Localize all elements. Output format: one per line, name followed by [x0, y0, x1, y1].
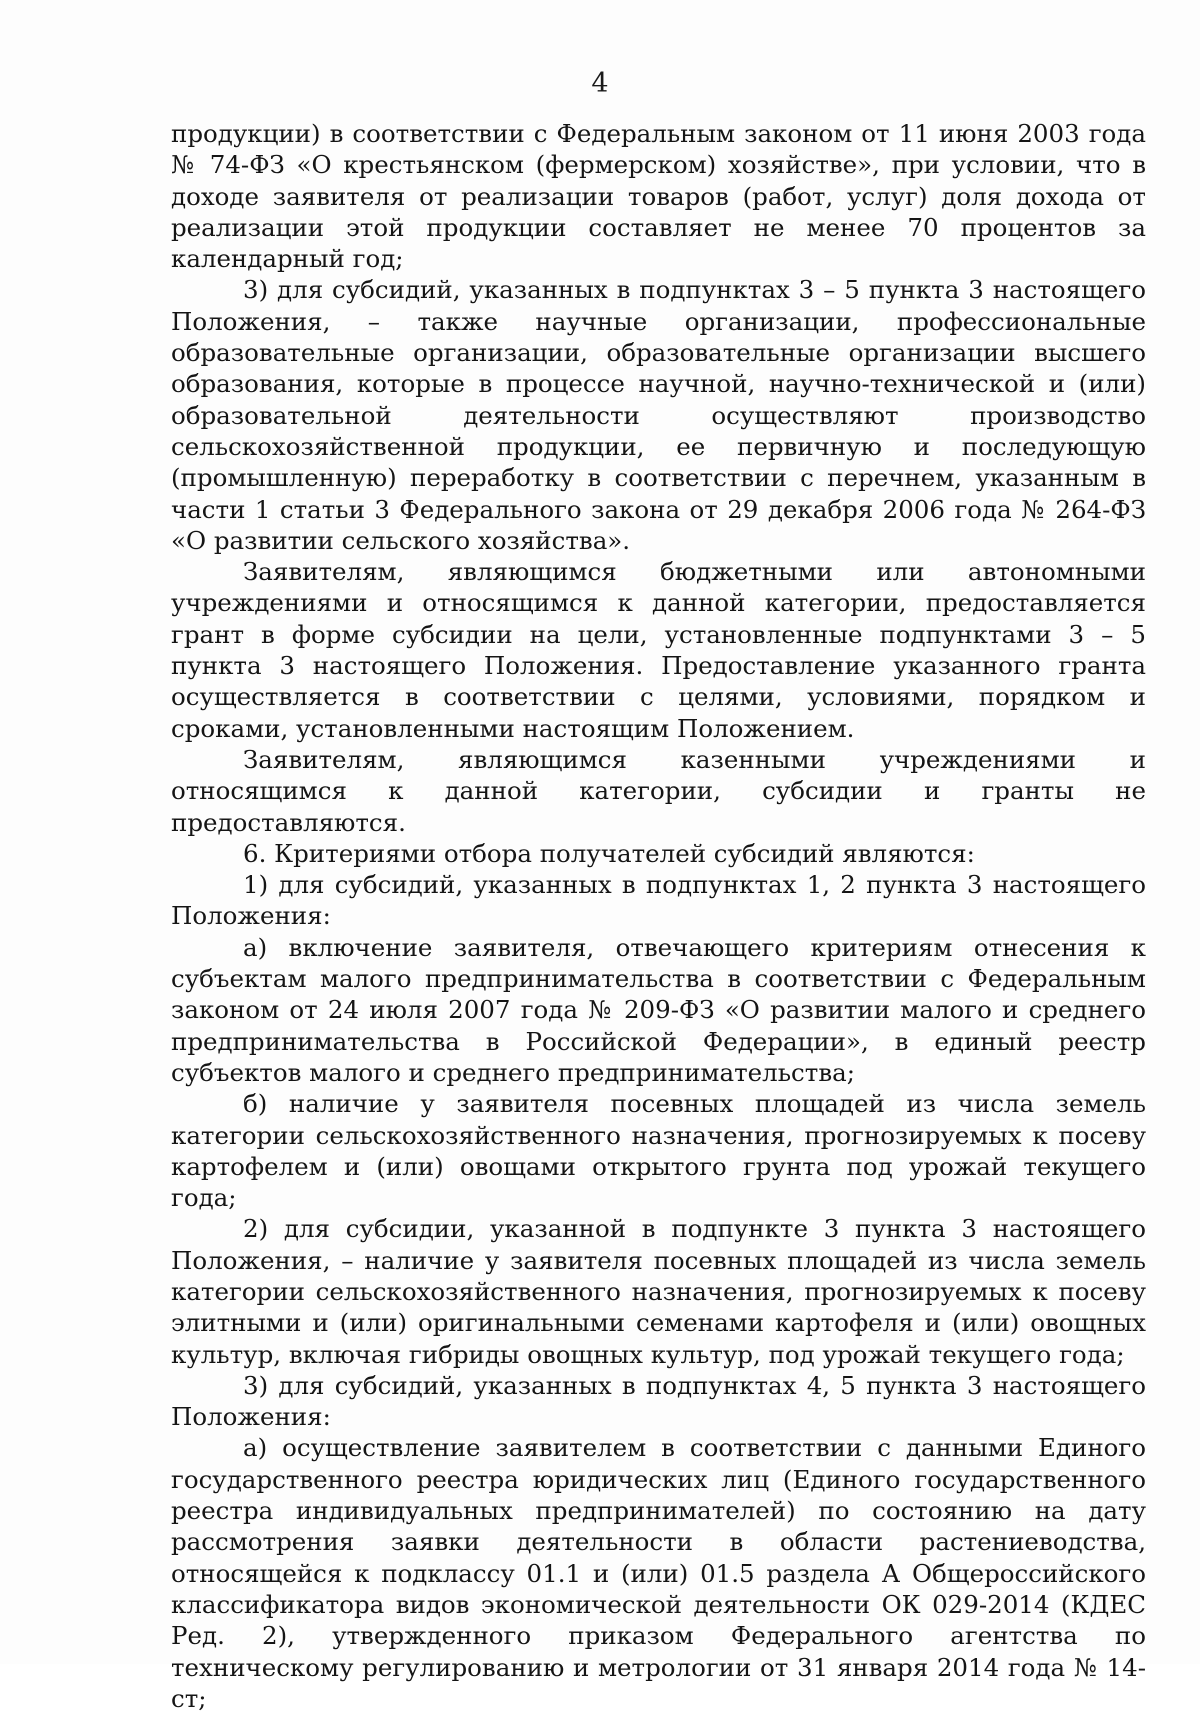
paragraph-continuation: продукции) в соответствии с Федеральным законом от 11 июня 2003 года № 74-ФЗ «О крестьянском (фермерском) хозяйстве», при условии, что в доходе заявителя от реализации товаров (работ, услуг) доля дохода от реализации этой продукции составляет не менее 70 процентов за календарный год;: [171, 119, 1146, 274]
paragraph-criteria-2: 2) для субсидии, указанной в подпункте 3 пункта 3 настоящего Положения, – наличие у заявителя посевных площадей из числа земель категории сельскохозяйственного назначения, прогнозируемых к посеву элитными и (или) оригинальными семенами картофеля и (или) овощных культур, включая гибриды овощных культур, под урожай текущего года;: [171, 1214, 1146, 1369]
paragraph-criteria-1: 1) для субсидий, указанных в подпунктах 1, 2 пункта 3 настоящего Положения:: [171, 870, 1146, 931]
document-body: [171, 118, 1146, 1714]
paragraph-criteria-3a: а) осуществление заявителем в соответствии с данными Единого государственного реестра юридических лиц (Единого государственного реестра индивидуальных предпринимателей) по состоянию на дату рассмотрения заявки деятельности в области растениеводства, относящейся к подклассу 01.1 и (или) 01.5 раздела А Общероссийского классификатора видов экономической деятельности ОК 029-2014 (КДЕС Ред. 2), утвержденного приказом Федерального агентства по техническому регулированию и метрологии от 31 января 2014 года № 14-ст;: [171, 1433, 1146, 1713]
paragraph-state-institutions: Заявителям, являющимся казенными учреждениями и относящимся к данной категории, субсидии и гранты не предоставляются.: [171, 744, 1146, 837]
paragraph-item-3: 3) для субсидий, указанных в подпунктах 3 – 5 пункта 3 настоящего Положения, – также научные организации, профессиональные образовательные организации, образовательные организации высшего образования, которые в процессе научной, научно-технической и (или) образовательной деятельности осуществляют производство сельскохозяйственной продукции, ее первичную и последующую (промышленную) переработку в соответствии с перечнем, указанным в части 1 статьи 3 Федерального закона от 29 декабря 2006 года № 264-ФЗ «О развитии сельского хозяйства».: [171, 275, 1146, 555]
paragraph-criteria-1a: а) включение заявителя, отвечающего критериям отнесения к субъектам малого предпринимательства в соответствии с Федеральным законом от 24 июля 2007 года № 209-ФЗ «О развитии малого и среднего предпринимательства в Российской Федерации», в единый реестр субъектов малого и среднего предпринимательства;: [171, 932, 1146, 1087]
paragraph-section-6: 6. Критериями отбора получателей субсидий являются:: [243, 838, 975, 868]
page-number: 4: [591, 68, 609, 99]
paragraph-budget-institutions: Заявителям, являющимся бюджетными или автономными учреждениями и относящимся к данной категории, предоставляется грант в форме субсидии на цели, установленные подпунктами 3 – 5 пункта 3 настоящего Положения. Предоставление указанного гранта осуществляется в соответствии с целями, условиями, порядком и сроками, установленными настоящим Положением.: [171, 557, 1146, 743]
paragraph-criteria-1b: б) наличие у заявителя посевных площадей из числа земель категории сельскохозяйственного назначения, прогнозируемых к посеву картофелем и (или) овощами открытого грунта под урожай текущего года;: [171, 1089, 1146, 1213]
paragraph-criteria-3: 3) для субсидий, указанных в подпунктах 4, 5 пункта 3 настоящего Положения:: [171, 1370, 1146, 1432]
